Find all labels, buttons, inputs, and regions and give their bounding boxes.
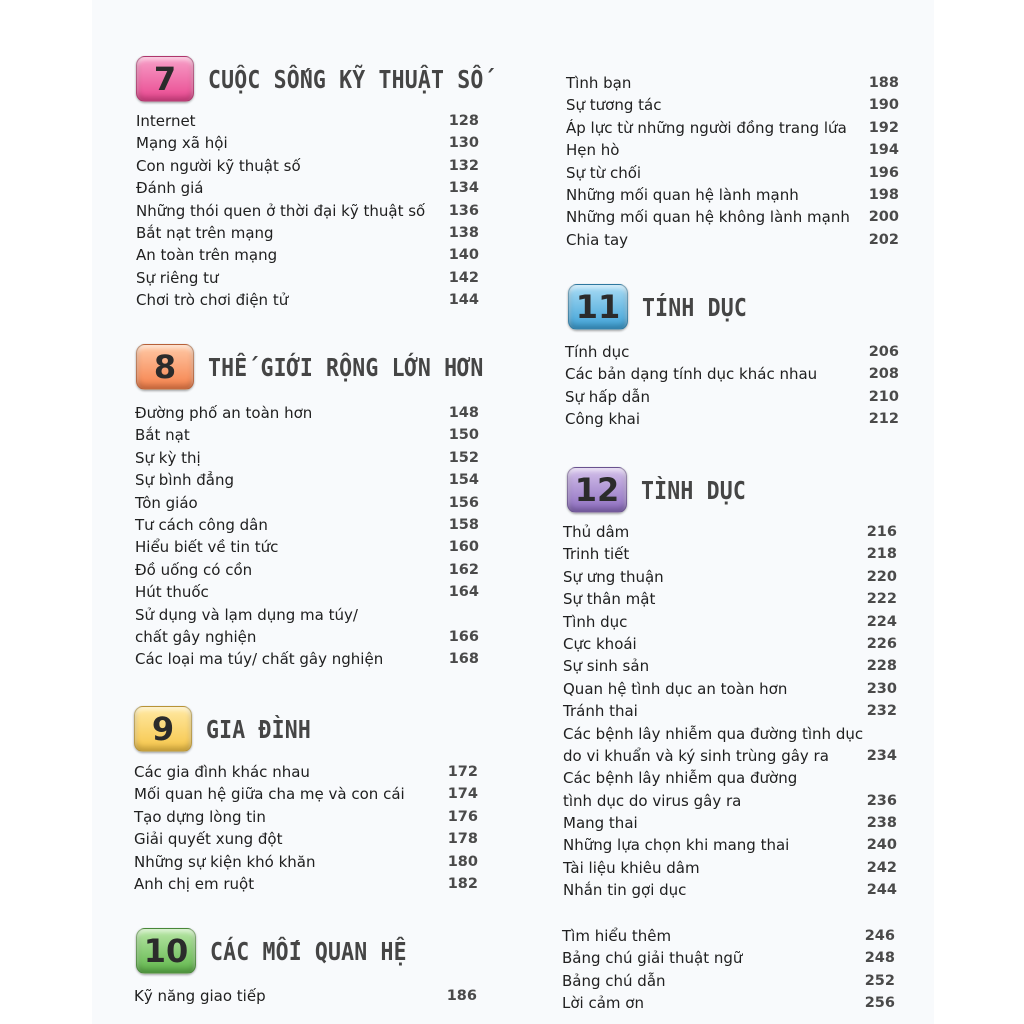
toc-entry bbox=[135, 628, 479, 650]
toc-entry-page-number: 210 bbox=[868, 388, 899, 405]
toc-entry-page-number: 168 bbox=[448, 651, 479, 668]
toc-entry-page-number: 212 bbox=[868, 411, 899, 428]
chapter-12-heading bbox=[567, 467, 763, 513]
toc-entry bbox=[563, 814, 897, 836]
toc-entry bbox=[134, 875, 478, 897]
toc-entry bbox=[565, 365, 899, 387]
toc-entry-title: Sự tương tác bbox=[566, 96, 662, 115]
toc-entry-title: Sự ưng thuận bbox=[563, 567, 664, 586]
toc-entry-title: Giải quyết xung đột bbox=[134, 830, 283, 849]
toc-entry-title: Bắt nạt trên mạng bbox=[136, 223, 274, 242]
chapter-8-heading bbox=[136, 344, 528, 390]
toc-entry-title: Những mối quan hệ lành mạnh bbox=[566, 185, 799, 204]
toc-entry bbox=[563, 568, 897, 590]
toc-entry bbox=[563, 836, 897, 858]
toc-entry-title: Sự riêng tư bbox=[136, 268, 219, 287]
toc-entry-page-number: 166 bbox=[448, 628, 479, 645]
toc-entry bbox=[135, 516, 479, 538]
toc-entry-title: Chia tay bbox=[566, 230, 629, 249]
toc-entry bbox=[135, 449, 479, 471]
toc-entry bbox=[563, 881, 897, 903]
toc-entry-page-number: 228 bbox=[866, 658, 897, 675]
toc-entry bbox=[135, 583, 479, 605]
chapter-10-entries-continued bbox=[566, 74, 899, 253]
toc-entry-page-number: 172 bbox=[447, 764, 478, 780]
toc-entry bbox=[136, 179, 479, 201]
toc-entry-page-number: 174 bbox=[447, 786, 478, 803]
toc-entry-title: Công khai bbox=[565, 410, 640, 429]
toc-entry-page-number: 218 bbox=[866, 546, 897, 563]
chapter-8-title: THẾ GIỚI RỘNG LỚN HƠN bbox=[208, 352, 484, 382]
chapter-8-number-badge: 8 bbox=[136, 344, 194, 390]
chapter-10-number-badge: 10 bbox=[136, 928, 196, 974]
toc-entry-title: Các bệnh lây nhiễm qua đường tình dục bbox=[563, 724, 864, 743]
toc-entry-page-number: 208 bbox=[868, 366, 899, 383]
toc-entry-title: Tư cách công dân bbox=[135, 515, 268, 534]
toc-entry-title: Sự bình đẳng bbox=[135, 471, 235, 490]
toc-entry-page-number: 244 bbox=[866, 882, 897, 899]
toc-entry-page-number: 132 bbox=[448, 157, 479, 174]
chapter-10-heading bbox=[136, 928, 439, 974]
toc-entry-title: Sự từ chối bbox=[566, 163, 642, 182]
toc-entry bbox=[136, 269, 479, 291]
backmatter-entries bbox=[562, 927, 895, 1017]
toc-entry-title: Lời cảm ơn bbox=[562, 994, 644, 1013]
toc-entry-page-number: 236 bbox=[866, 792, 897, 809]
toc-entry-title: Internet bbox=[136, 112, 196, 130]
toc-entry bbox=[563, 613, 897, 635]
chapter-12-entries bbox=[563, 523, 897, 904]
toc-entry-page-number: 130 bbox=[448, 135, 479, 152]
toc-entry-page-number: 202 bbox=[868, 231, 899, 248]
toc-entry-title: Tìm hiểu thêm bbox=[562, 927, 672, 945]
toc-entry-page-number: 180 bbox=[447, 853, 478, 870]
toc-entry-title: chất gây nghiện bbox=[135, 627, 257, 646]
chapter-10-title: CÁC MỐI QUAN HỆ bbox=[210, 936, 407, 966]
toc-entry-page-number: 200 bbox=[868, 209, 899, 226]
toc-entry-title: Áp lực từ những người đồng trang lứa bbox=[566, 118, 847, 137]
toc-entry-title: Hút thuốc bbox=[135, 583, 209, 602]
toc-entry-page-number: 144 bbox=[448, 292, 479, 309]
toc-entry bbox=[562, 949, 895, 971]
toc-entry-page-number: 230 bbox=[866, 680, 897, 697]
chapter-11-entries bbox=[565, 343, 899, 433]
toc-entry bbox=[136, 224, 479, 246]
toc-entry-page-number: 252 bbox=[864, 972, 895, 989]
toc-entry-title: Đường phố an toàn hơn bbox=[135, 404, 313, 422]
chapter-11-title: TÍNH DỤC bbox=[642, 292, 747, 322]
toc-entry bbox=[136, 157, 479, 179]
toc-entry-title: Đồ uống có cồn bbox=[135, 560, 253, 579]
toc-entry-page-number: 142 bbox=[448, 269, 479, 286]
toc-entry bbox=[136, 246, 479, 268]
toc-entry-title: Hiểu biết về tin tức bbox=[135, 538, 279, 557]
toc-entry-title: Thủ dâm bbox=[563, 523, 630, 541]
toc-entry bbox=[135, 650, 479, 672]
toc-entry-page-number: 156 bbox=[448, 494, 479, 511]
chapter-7-entries bbox=[136, 112, 479, 314]
toc-entry-page-number: 128 bbox=[448, 113, 479, 129]
toc-entry-title: Những lựa chọn khi mang thai bbox=[563, 836, 790, 855]
toc-entry-title: Anh chị em ruột bbox=[134, 874, 255, 893]
toc-entry-page-number: 240 bbox=[866, 837, 897, 854]
toc-entry bbox=[134, 785, 478, 807]
toc-entry-page-number: 192 bbox=[868, 119, 899, 136]
toc-entry bbox=[136, 202, 479, 224]
toc-entry-title: Các loại ma túy/ chất gây nghiện bbox=[135, 650, 384, 669]
toc-entry-title: Trinh tiết bbox=[563, 545, 630, 564]
toc-entry-page-number: 234 bbox=[866, 747, 897, 764]
toc-entry bbox=[566, 231, 899, 253]
chapter-11-heading bbox=[568, 284, 764, 330]
toc-entry bbox=[565, 410, 899, 432]
toc-entry-title: Bắt nạt bbox=[135, 426, 190, 445]
toc-entry-title: Sự thân mật bbox=[563, 590, 656, 609]
toc-entry-title: Quan hệ tình dục an toàn hơn bbox=[563, 679, 788, 698]
toc-entry-title: Mang thai bbox=[563, 814, 638, 833]
toc-entry-title: Hẹn hò bbox=[566, 141, 620, 160]
toc-entry-page-number: 188 bbox=[868, 75, 899, 91]
toc-entry-title: Sự hấp dẫn bbox=[565, 387, 651, 406]
toc-entry-title: Cực khoái bbox=[563, 634, 637, 653]
toc-entry-title: tình dục do virus gây ra bbox=[563, 791, 742, 810]
toc-entry-page-number: 154 bbox=[448, 472, 479, 489]
chapter-7-title: CUỘC SỐNG KỸ THUẬT SỐ bbox=[208, 64, 484, 94]
toc-entry-page-number: 158 bbox=[448, 516, 479, 533]
toc-entry-title: Mạng xã hội bbox=[136, 134, 228, 153]
toc-entry bbox=[135, 471, 479, 493]
toc-entry-title: Chơi trò chơi điện tử bbox=[136, 291, 289, 310]
toc-entry-title: Tình bạn bbox=[566, 74, 632, 92]
chapter-9-title: GIA ĐÌNH bbox=[206, 714, 311, 744]
chapter-9-entries bbox=[134, 763, 478, 897]
toc-entry bbox=[563, 747, 897, 769]
page-margin-left bbox=[0, 0, 92, 1024]
toc-entry-page-number: 148 bbox=[448, 405, 479, 421]
toc-entry-page-number: 248 bbox=[864, 950, 895, 967]
toc-entry bbox=[563, 702, 897, 724]
toc-entry bbox=[566, 141, 899, 163]
toc-entry bbox=[563, 657, 897, 679]
toc-entry-title: Những mối quan hệ không lành mạnh bbox=[566, 208, 850, 227]
toc-entry-title: Nhắn tin gợi dục bbox=[563, 881, 687, 900]
toc-entry-page-number: 238 bbox=[866, 815, 897, 832]
toc-entry bbox=[134, 763, 478, 785]
toc-entry bbox=[135, 561, 479, 583]
chapter-12-number-badge: 12 bbox=[567, 467, 627, 513]
toc-entry-title: Tài liệu khiêu dâm bbox=[563, 858, 700, 877]
toc-entry bbox=[134, 830, 478, 852]
toc-entry bbox=[566, 186, 899, 208]
toc-entry bbox=[135, 426, 479, 448]
toc-entry bbox=[566, 119, 899, 141]
toc-entry-page-number: 246 bbox=[864, 928, 895, 944]
toc-entry-page-number: 222 bbox=[866, 591, 897, 608]
toc-entry-page-number: 224 bbox=[866, 613, 897, 630]
toc-entry-page-number: 194 bbox=[868, 142, 899, 159]
toc-entry-title: Đánh giá bbox=[136, 179, 204, 198]
toc-entry-page-number: 176 bbox=[447, 808, 478, 825]
chapter-9-heading bbox=[134, 706, 328, 752]
toc-entry bbox=[135, 494, 479, 516]
toc-entry-page-number: 182 bbox=[447, 875, 478, 892]
toc-entry-page-number: 150 bbox=[448, 427, 479, 444]
toc-entry-title: Tôn giáo bbox=[135, 493, 198, 512]
toc-entry-page-number: 140 bbox=[448, 247, 479, 264]
toc-entry-title: Bảng chú dẫn bbox=[562, 971, 666, 990]
toc-entry bbox=[566, 74, 899, 96]
toc-entry-page-number: 206 bbox=[868, 344, 899, 360]
toc-entry bbox=[563, 680, 897, 702]
toc-entry bbox=[563, 725, 897, 747]
toc-entry bbox=[565, 388, 899, 410]
toc-entry-page-number: 136 bbox=[448, 202, 479, 219]
toc-entry bbox=[136, 112, 479, 134]
toc-entry bbox=[563, 769, 897, 791]
toc-entry bbox=[565, 343, 899, 365]
chapter-8-entries bbox=[135, 404, 479, 673]
toc-entry bbox=[135, 538, 479, 560]
toc-entry bbox=[563, 859, 897, 881]
toc-entry bbox=[566, 208, 899, 230]
page-margin-right bbox=[934, 0, 1024, 1024]
toc-entry bbox=[563, 523, 897, 545]
toc-entry-page-number: 216 bbox=[866, 524, 897, 540]
toc-entry bbox=[563, 590, 897, 612]
toc-entry-title: Tạo dựng lòng tin bbox=[134, 807, 266, 826]
toc-entry bbox=[134, 808, 478, 830]
toc-entry-page-number: 152 bbox=[448, 449, 479, 466]
toc-entry-page-number: 178 bbox=[447, 831, 478, 848]
toc-entry-title: Con người kỹ thuật số bbox=[136, 156, 301, 175]
toc-entry-title: Bảng chú giải thuật ngữ bbox=[562, 949, 743, 968]
toc-entry-page-number: 190 bbox=[868, 97, 899, 114]
toc-entry-title: do vi khuẩn và ký sinh trùng gây ra bbox=[563, 746, 829, 765]
toc-entry-title: Sử dụng và lạm dụng ma túy/ bbox=[135, 605, 358, 624]
toc-entry bbox=[562, 994, 895, 1016]
toc-entry-title: Tránh thai bbox=[563, 702, 638, 721]
toc-entry-title: Kỹ năng giao tiếp bbox=[134, 987, 266, 1005]
toc-entry-title: Mối quan hệ giữa cha mẹ và con cái bbox=[134, 785, 405, 804]
toc-entry-page-number: 138 bbox=[448, 224, 479, 241]
toc-entry-page-number: 196 bbox=[868, 164, 899, 181]
toc-entry-title: An toàn trên mạng bbox=[136, 246, 278, 265]
toc-entry bbox=[563, 545, 897, 567]
toc-entry-page-number: 256 bbox=[864, 995, 895, 1012]
chapter-11-number-badge: 11 bbox=[568, 284, 628, 330]
chapter-7-heading bbox=[136, 56, 528, 102]
toc-entry bbox=[134, 987, 477, 1009]
chapter-9-number-badge: 9 bbox=[134, 706, 192, 752]
toc-entry-title: Các gia đình khác nhau bbox=[134, 763, 310, 781]
toc-entry-page-number: 160 bbox=[448, 539, 479, 556]
toc-entry-page-number: 164 bbox=[448, 584, 479, 601]
chapter-12-title: TÌNH DỤC bbox=[641, 475, 746, 505]
toc-entry-page-number: 242 bbox=[866, 859, 897, 876]
toc-entry-page-number: 198 bbox=[868, 186, 899, 203]
toc-entry bbox=[566, 164, 899, 186]
toc-entry-title: Sự kỳ thị bbox=[135, 448, 201, 467]
chapter-7-number-badge: 7 bbox=[136, 56, 194, 102]
toc-entry bbox=[562, 927, 895, 949]
toc-entry-title: Tình dục bbox=[563, 612, 628, 631]
toc-entry bbox=[135, 404, 479, 426]
toc-entry bbox=[562, 972, 895, 994]
toc-entry-title: Sự sinh sản bbox=[563, 657, 650, 676]
toc-entry-page-number: 220 bbox=[866, 568, 897, 585]
toc-entry-page-number: 134 bbox=[448, 180, 479, 197]
toc-entry bbox=[136, 291, 479, 313]
toc-entry bbox=[563, 635, 897, 657]
toc-entry-title: Những thói quen ở thời đại kỹ thuật số bbox=[136, 201, 426, 220]
toc-entry-title: Những sự kiện khó khăn bbox=[134, 852, 316, 871]
toc-entry bbox=[563, 792, 897, 814]
toc-entry-page-number: 232 bbox=[866, 703, 897, 720]
toc-entry-title: Các bệnh lây nhiễm qua đường bbox=[563, 769, 798, 788]
toc-entry-page-number: 162 bbox=[448, 561, 479, 578]
toc-entry-title: Các bản dạng tính dục khác nhau bbox=[565, 365, 818, 384]
toc-entry bbox=[136, 134, 479, 156]
chapter-10-entries bbox=[134, 987, 477, 1009]
toc-entry bbox=[134, 853, 478, 875]
toc-entry bbox=[135, 606, 479, 628]
toc-entry bbox=[566, 96, 899, 118]
toc-entry-page-number: 186 bbox=[446, 988, 477, 1004]
toc-entry-page-number: 226 bbox=[866, 635, 897, 652]
toc-entry-title: Tính dục bbox=[565, 343, 630, 361]
